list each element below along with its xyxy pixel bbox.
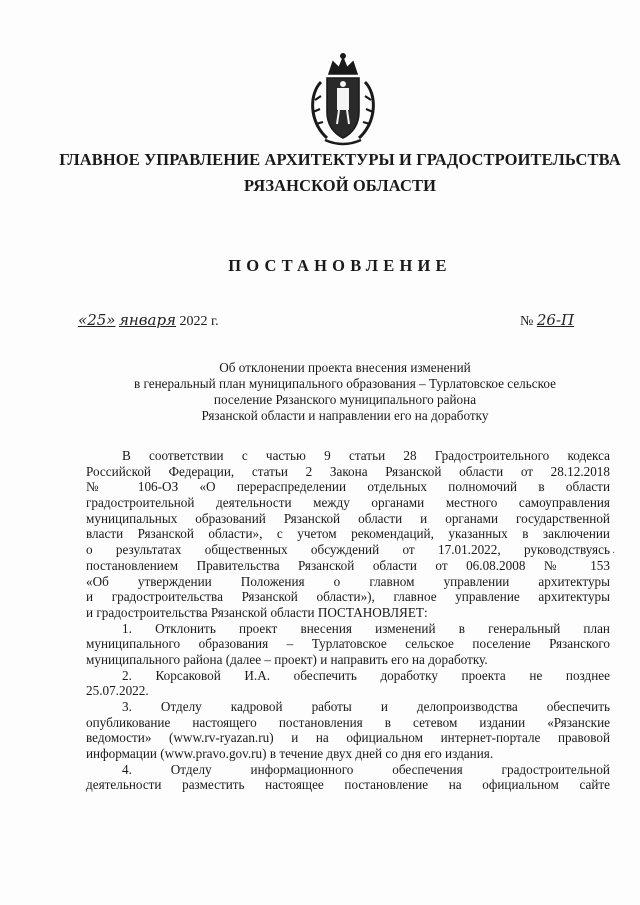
body-line: о результатах общественных обсуждений от 17.01.2022, руководствуясь (86, 542, 610, 558)
body-line: 2. Корсаковой И.А. обеспечить доработку проекта не позднее (122, 667, 610, 683)
subject-line: в генеральный план муниципального образования – Турлатовское сельское (134, 376, 556, 391)
document-type-title: ПОСТАНОВЛЕНИЕ (228, 256, 452, 275)
body-line: деятельности разместить настоящее постановление на официальном сайте (86, 777, 610, 793)
date-month: января (118, 311, 176, 329)
subject-line: поселение Рязанского муниципального района (213, 392, 477, 407)
date-close-quote: » (106, 311, 116, 329)
body-line: постановлением Правительства Рязанской области от 06.08.2008 № 153 (86, 557, 610, 573)
body-line: муниципального района (далее – проект) и направить его на доработку. (86, 651, 488, 667)
date-day: 25 (87, 311, 107, 329)
body-line: градостроительной деятельности между органами местного самоуправления (86, 495, 610, 511)
document-subject (95, 360, 595, 424)
coat-of-arms-emblem (303, 52, 383, 148)
date-year: 2022 г. (179, 314, 219, 329)
organization-name-line-2: РЯЗАНСКОЙ ОБЛАСТИ (243, 176, 437, 195)
body-line: информации (www.pravo.gov.ru) в течение двух дней со дня его издания. (86, 746, 494, 762)
body-line: «Об утверждении Положения о главном управлении архитектуры (86, 573, 610, 589)
organization-name-line-1: ГЛАВНОЕ УПРАВЛЕНИЕ АРХИТЕКТУРЫ И ГРАДОСТРОИТЕЛЬСТВА (59, 150, 621, 169)
body-line: муниципальных образований Рязанской области и органами государственной (86, 510, 610, 526)
number-prefix: № (520, 314, 534, 329)
body-line: 3. Отделу кадровой работы и делопроизводства обеспечить (122, 699, 610, 714)
body-line: В соответствии с частью 9 статьи 28 Градостроительного кодекса (122, 448, 610, 463)
subject-line: Рязанской области и направлении его на доработку (201, 408, 489, 423)
body-line: 25.07.2022. (86, 683, 149, 699)
body-line: 1. Отклонить проект внесения изменений в генеральный план (122, 620, 610, 636)
body-line: № 106-ОЗ «О перераспределении отдельных полномочий в области (86, 479, 610, 495)
body-line: и градостроительства Рязанской области»), главное управление архитектуры (86, 589, 610, 605)
document-number (520, 311, 574, 330)
number-value: 26-П (536, 311, 575, 329)
document-body (86, 448, 610, 793)
body-line: опубликование настоящего постановления в сетевом издании «Рязанские (86, 714, 610, 730)
body-line: власти Рязанской области», с учетом рекомендаций, указанных в заключении (86, 526, 610, 542)
body-line: ведомости» (www.rv-ryazan.ru) и на официальном интернет-портале правовой (86, 730, 610, 746)
subject-line: Об отклонении проекта внесения изменений (219, 360, 471, 375)
body-line: муниципального образования – Турлатовское сельское поселение Рязанского (86, 636, 610, 652)
body-line: и градостроительства Рязанской области ПОСТАНОВЛЯЕТ: (86, 604, 428, 620)
date-open-quote: « (78, 311, 88, 329)
margin-mark: · (612, 548, 616, 559)
document-date (78, 311, 219, 330)
body-line: 4. Отделу информационного обеспечения градостроительной (122, 761, 610, 777)
body-line: Российской Федерации, статьи 2 Закона Рязанской области от 28.12.2018 (86, 463, 610, 479)
